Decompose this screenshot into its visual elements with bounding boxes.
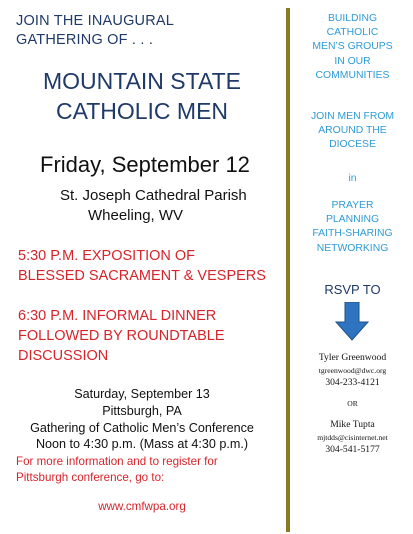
conference-line: Pittsburgh, PA <box>102 403 182 418</box>
arrow-down-icon <box>335 302 369 342</box>
invitation-line: GATHERING OF . . . <box>16 32 154 48</box>
contact-email[interactable]: mjtdds@cisinternet.net <box>317 433 388 442</box>
activity-item: NETWORKING <box>316 242 389 254</box>
invite-line: AROUND THE <box>318 125 387 137</box>
activity-item: FAITH-SHARING <box>312 228 393 240</box>
conference-line: Gathering of Catholic Men’s Conference <box>30 420 254 435</box>
mission-line: CATHOLIC <box>326 27 379 39</box>
contact-name: Tyler Greenwood <box>318 352 387 363</box>
rsvp-heading: RSVP TO <box>324 282 381 297</box>
title-line: MOUNTAIN STATE <box>42 68 242 94</box>
sidebar-mission <box>292 12 413 83</box>
schedule-line: 5:30 P.M. EXPOSITION OF <box>18 248 196 264</box>
schedule-line: DISCUSSION <box>18 348 109 364</box>
mission-line: MEN’S GROUPS <box>312 41 393 53</box>
title-line: CATHOLIC MEN <box>55 98 229 124</box>
activity-item: PRAYER <box>331 200 374 211</box>
schedule-item-exposition <box>18 246 266 286</box>
schedule-line: 6:30 P.M. INFORMAL DINNER <box>18 308 217 324</box>
event-venue: St. Joseph Cathedral Parish <box>60 187 247 204</box>
mission-line: IN OUR <box>334 55 371 67</box>
registration-line: Pittsburgh conference, go to: <box>16 471 165 484</box>
invitation-heading <box>16 12 174 50</box>
sidebar-invite <box>292 110 413 153</box>
contact-email[interactable]: tgreenwood@dwc.org <box>318 366 387 375</box>
registration-info <box>16 454 218 486</box>
sidebar-activities <box>292 199 413 256</box>
saturday-conference <box>0 386 284 453</box>
activity-item: PLANNING <box>325 214 380 226</box>
column-divider <box>286 8 290 532</box>
schedule-line: BLESSED SACRAMENT & VESPERS <box>18 268 266 284</box>
sidebar-in: in <box>348 173 357 184</box>
contact-name: Mike Tupta <box>330 419 375 430</box>
invite-line: JOIN MEN FROM <box>310 111 395 122</box>
conference-line: Saturday, September 13 <box>74 387 210 401</box>
contact-separator: OR <box>347 399 358 408</box>
mission-line: BUILDING <box>327 13 378 24</box>
schedule-line: FOLLOWED BY ROUNDTABLE <box>18 328 225 344</box>
event-title <box>0 66 284 126</box>
invite-line: DIOCESE <box>329 139 376 151</box>
contact-phone: 304-541-5177 <box>325 444 380 455</box>
conference-line: Noon to 4:30 p.m. (Mass at 4:30 p.m.) <box>35 437 249 452</box>
schedule-item-dinner <box>18 306 225 366</box>
invitation-line: JOIN THE INAUGURAL <box>16 13 175 29</box>
event-city: Wheeling, WV <box>88 207 184 224</box>
event-date: Friday, September 12 <box>40 152 250 177</box>
website-link[interactable]: www.cmfwpa.org <box>98 500 186 513</box>
contact-phone: 304-233-4121 <box>325 377 380 388</box>
registration-line: For more information and to register for <box>16 455 218 468</box>
mission-line: COMMUNITIES <box>315 69 390 81</box>
